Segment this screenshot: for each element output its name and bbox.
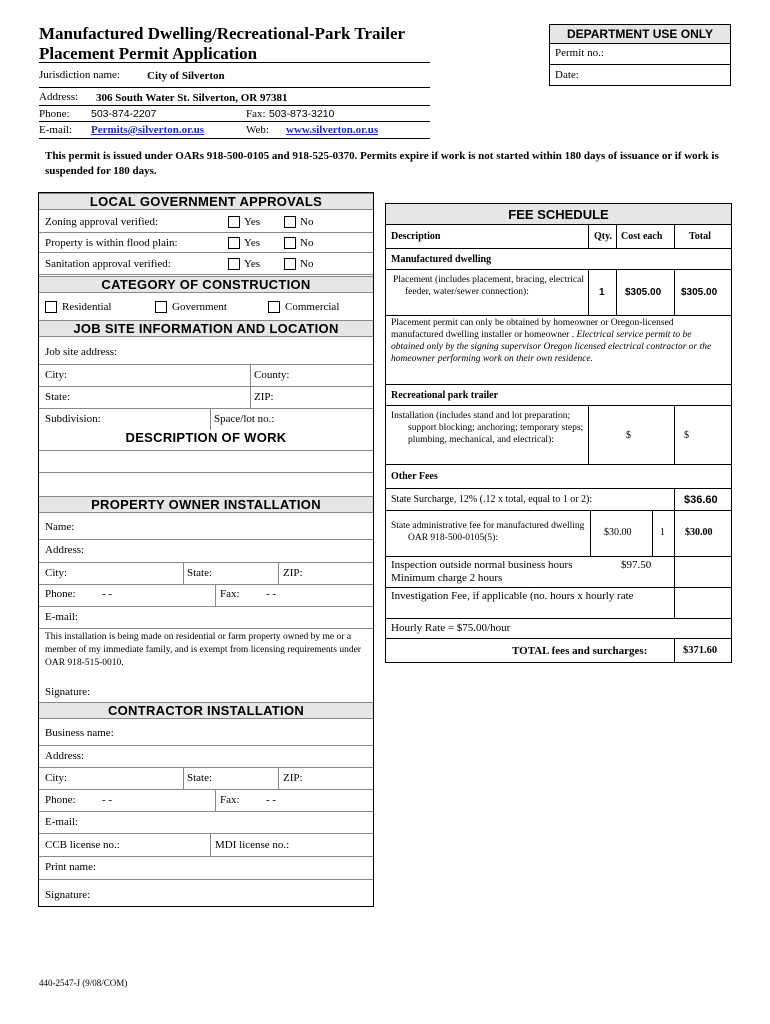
sanitation-no-checkbox[interactable]	[284, 258, 296, 270]
col-divider	[588, 269, 589, 315]
contractor-signature-label[interactable]: Signature:	[45, 889, 91, 901]
owner-fax-dashes: - -	[266, 588, 277, 600]
commercial-label: Commercial	[285, 301, 340, 313]
col-divider	[652, 510, 653, 556]
row-divider	[39, 364, 373, 365]
row-divider	[386, 405, 731, 406]
web-link[interactable]: www.silverton.or.us	[286, 124, 379, 136]
contractor-heading: CONTRACTOR INSTALLATION	[39, 702, 373, 719]
owner-city-label[interactable]: City:	[45, 567, 68, 579]
col-divider	[674, 225, 675, 248]
residential-label: Residential	[62, 301, 112, 313]
col-divider	[278, 767, 279, 789]
zoning-yes-label: Yes	[244, 216, 261, 228]
row-divider	[386, 315, 731, 316]
col-divider	[674, 510, 675, 556]
contractor-phone-dashes: - -	[102, 794, 113, 806]
fax-value: 503-873-3210	[269, 108, 335, 120]
rv-heading: Recreational park trailer	[391, 390, 499, 401]
row-divider	[386, 488, 731, 489]
placement-total: $305.00	[681, 287, 718, 298]
col-total: Total	[689, 231, 711, 242]
col-divider	[674, 269, 675, 315]
zoning-no-checkbox[interactable]	[284, 216, 296, 228]
col-divider	[674, 488, 675, 510]
job-zip-label[interactable]: ZIP:	[254, 391, 274, 403]
department-use-heading: DEPARTMENT USE ONLY	[550, 25, 730, 44]
row-divider	[39, 606, 373, 607]
fax-label: Fax:	[246, 108, 266, 120]
form-title-line2: Placement Permit Application	[39, 44, 258, 63]
col-divider	[278, 562, 279, 584]
form-title-line1: Manufactured Dwelling/Recreational-Park Trailer	[39, 24, 406, 43]
owner-signature-label[interactable]: Signature:	[45, 686, 91, 698]
commercial-checkbox[interactable]	[268, 301, 280, 313]
installation-cost[interactable]: $	[626, 430, 631, 441]
owner-exemption-statement: This installation is being made on residential or farm property owned by me or a member of my immediate family, and is exempt from licensing requirements under OAR 918-515-0010.	[45, 632, 361, 668]
sanitation-yes-label: Yes	[244, 258, 261, 270]
phone-label: Phone:	[39, 108, 70, 120]
permit-no-rule	[550, 64, 730, 65]
print-name-label[interactable]: Print name:	[45, 861, 97, 873]
business-name-label[interactable]: Business name:	[45, 727, 114, 739]
col-divider	[588, 225, 589, 248]
row-divider	[39, 628, 373, 629]
row-divider	[39, 584, 373, 585]
address-rule	[39, 105, 430, 106]
row-divider	[386, 269, 731, 270]
admin-fee-cost: $30.00	[604, 527, 632, 538]
col-divider	[183, 767, 184, 789]
placement-note-italic: Electrical service permit to be obtained only by the signing supervisor Oregon licensed electrical contractor or the homeowner performing work on their own residence.	[391, 330, 712, 364]
form-title	[39, 24, 439, 64]
installation-description: Installation (includes stand and lot preparation; support blocking; anchoring; temporary steps; plumbing, mechanical, and electrical):	[391, 411, 584, 445]
investigation-fee: Investigation Fee, if applicable (no. hours x hourly rate	[391, 590, 634, 602]
address-value: 306 South Water St. Silverton, OR 97381	[96, 92, 288, 104]
description-heading: DESCRIPTION OF WORK	[39, 430, 373, 447]
web-label: Web:	[246, 124, 269, 136]
contractor-email-label[interactable]: E-mail:	[45, 816, 78, 828]
row-divider	[386, 248, 731, 249]
email-link[interactable]: Permits@silverton.or.us	[91, 124, 205, 136]
contractor-zip-label[interactable]: ZIP:	[283, 772, 303, 784]
col-cost-each: Cost each	[621, 231, 663, 242]
col-divider	[588, 405, 589, 464]
other-fees-heading: Other Fees	[391, 471, 438, 482]
col-description: Description	[391, 231, 441, 242]
placement-description: Placement (includes placement, bracing, electrical feeder, water/sewer connection):	[393, 275, 584, 297]
inspection-line2: Minimum charge 2 hours	[391, 572, 503, 584]
row-divider	[386, 638, 674, 639]
sanitation-yes-checkbox[interactable]	[228, 258, 240, 270]
date-label: Date:	[555, 69, 579, 81]
contractor-state-label[interactable]: State:	[187, 772, 213, 784]
col-divider	[616, 269, 617, 315]
owner-zip-label[interactable]: ZIP:	[283, 567, 303, 579]
row-divider	[39, 745, 373, 746]
contractor-fax-dashes: - -	[266, 794, 277, 806]
jurisdiction-rule	[39, 87, 430, 88]
row-divider	[39, 811, 373, 812]
state-surcharge-label: State Surcharge, 12% (.12 x total, equal to 1 or 2):	[391, 494, 593, 505]
admin-fee-qty: 1	[660, 527, 665, 538]
col-divider	[210, 408, 211, 430]
owner-phone-label[interactable]: Phone:	[45, 588, 76, 600]
placement-cost: $305.00	[625, 287, 662, 298]
row-divider	[39, 274, 373, 275]
description-line-1[interactable]	[39, 451, 373, 472]
title-divider	[39, 62, 430, 63]
description-line-2[interactable]	[39, 473, 373, 494]
flood-plain-label: Property is within flood plain:	[45, 237, 178, 249]
permit-no-label: Permit no.:	[555, 47, 604, 59]
flood-plain-yes-checkbox[interactable]	[228, 237, 240, 249]
hourly-rate: Hourly Rate = $75.00/hour	[391, 622, 511, 634]
address-label: Address:	[39, 91, 79, 103]
subdivision-label[interactable]: Subdivision:	[45, 413, 101, 425]
form-number: 440-2547-J (9/08/COM)	[39, 978, 128, 988]
col-divider	[590, 510, 591, 556]
row-divider	[386, 618, 731, 619]
row-divider	[39, 789, 373, 790]
row-divider	[674, 638, 731, 639]
col-divider	[215, 789, 216, 811]
col-divider	[674, 638, 675, 663]
row-divider	[39, 767, 373, 768]
row-divider	[386, 510, 731, 511]
placement-note	[391, 317, 727, 365]
email-label: E-mail:	[39, 124, 72, 136]
owner-fax-label[interactable]: Fax:	[220, 588, 240, 600]
placement-qty: 1	[599, 287, 605, 298]
permit-notice: This permit is issued under OARs 918-500-0105 and 918-525-0370. Permits expire if work is not started within 180 days of issuance or if work is suspended for 180 days.	[45, 150, 719, 177]
ccb-license-label[interactable]: CCB license no.:	[45, 839, 120, 851]
owner-heading: PROPERTY OWNER INSTALLATION	[39, 496, 373, 513]
row-divider	[386, 384, 731, 385]
jurisdiction-label: Jurisdiction name:	[39, 69, 120, 81]
manufactured-dwelling-heading: Manufactured dwelling	[391, 254, 492, 265]
installation-total[interactable]: $	[684, 430, 689, 441]
owner-phone-dashes: - -	[102, 588, 113, 600]
job-site-address-label[interactable]: Job site address:	[45, 346, 118, 358]
row-divider	[386, 556, 731, 557]
placement-note-plain: Placement permit can only be obtained by homeowner or Oregon-licensed manufactured dwelling installer or homeowner .	[391, 318, 674, 340]
email-rule	[39, 138, 430, 139]
government-label: Government	[172, 301, 227, 313]
contractor-phone-label[interactable]: Phone:	[45, 794, 76, 806]
owner-state-label[interactable]: State:	[187, 567, 213, 579]
row-divider	[39, 833, 373, 834]
sanitation-no-label: No	[300, 258, 314, 270]
left-form-panel	[38, 192, 374, 907]
local-gov-heading: LOCAL GOVERNMENT APPROVALS	[39, 193, 373, 210]
inspection-value: $97.50	[621, 559, 652, 571]
flood-plain-no-checkbox[interactable]	[284, 237, 296, 249]
admin-fee-description: State administrative fee for manufactured dwelling OAR 918-500-0105(5):	[391, 521, 585, 543]
zoning-no-label: No	[300, 216, 314, 228]
col-qty: Qty.	[594, 231, 613, 242]
contractor-city-label[interactable]: City:	[45, 772, 68, 784]
residential-checkbox[interactable]	[45, 301, 57, 313]
row-divider	[39, 562, 373, 563]
admin-fee-total: $30.00	[685, 527, 713, 538]
flood-plain-no-label: No	[300, 237, 314, 249]
owner-email-label[interactable]: E-mail:	[45, 611, 78, 623]
phone-rule	[39, 121, 430, 122]
contractor-fax-label[interactable]: Fax:	[220, 794, 240, 806]
sanitation-label: Sanitation approval verified:	[45, 258, 171, 270]
col-divider	[616, 225, 617, 248]
space-lot-label[interactable]: Space/lot no.:	[214, 413, 275, 425]
col-divider	[183, 562, 184, 584]
department-use-box	[549, 24, 731, 86]
government-checkbox[interactable]	[155, 301, 167, 313]
row-divider	[39, 408, 373, 409]
col-divider	[674, 405, 675, 464]
owner-name-label[interactable]: Name:	[45, 521, 75, 533]
row-divider	[39, 232, 373, 233]
jurisdiction-value: City of Silverton	[147, 70, 225, 82]
row-divider	[39, 252, 373, 253]
col-divider	[215, 584, 216, 606]
total-fees-label: TOTAL fees and surcharges:	[512, 645, 648, 657]
phone-value: 503-874-2207	[91, 108, 157, 120]
job-site-heading: JOB SITE INFORMATION AND LOCATION	[39, 320, 373, 337]
row-divider	[39, 879, 373, 880]
total-fees-value: $371.60	[683, 645, 718, 656]
job-county-label[interactable]: County:	[254, 369, 290, 381]
mdi-license-label[interactable]: MDI license no.:	[215, 839, 290, 851]
row-divider	[39, 539, 373, 540]
zoning-label: Zoning approval verified:	[45, 216, 159, 228]
category-heading: CATEGORY OF CONSTRUCTION	[39, 276, 373, 293]
state-surcharge-total: $36.60	[684, 494, 718, 506]
row-divider	[39, 856, 373, 857]
zoning-yes-checkbox[interactable]	[228, 216, 240, 228]
job-state-label[interactable]: State:	[45, 391, 71, 403]
contractor-address-label[interactable]: Address:	[45, 750, 85, 762]
flood-plain-yes-label: Yes	[244, 237, 261, 249]
row-divider	[386, 464, 731, 465]
col-divider	[210, 833, 211, 856]
owner-address-label[interactable]: Address:	[45, 544, 85, 556]
job-city-label[interactable]: City:	[45, 369, 68, 381]
row-divider	[39, 386, 373, 387]
inspection-line1: Inspection outside normal business hours	[391, 559, 573, 571]
fee-schedule-heading: FEE SCHEDULE	[386, 204, 731, 225]
row-divider	[386, 587, 731, 588]
